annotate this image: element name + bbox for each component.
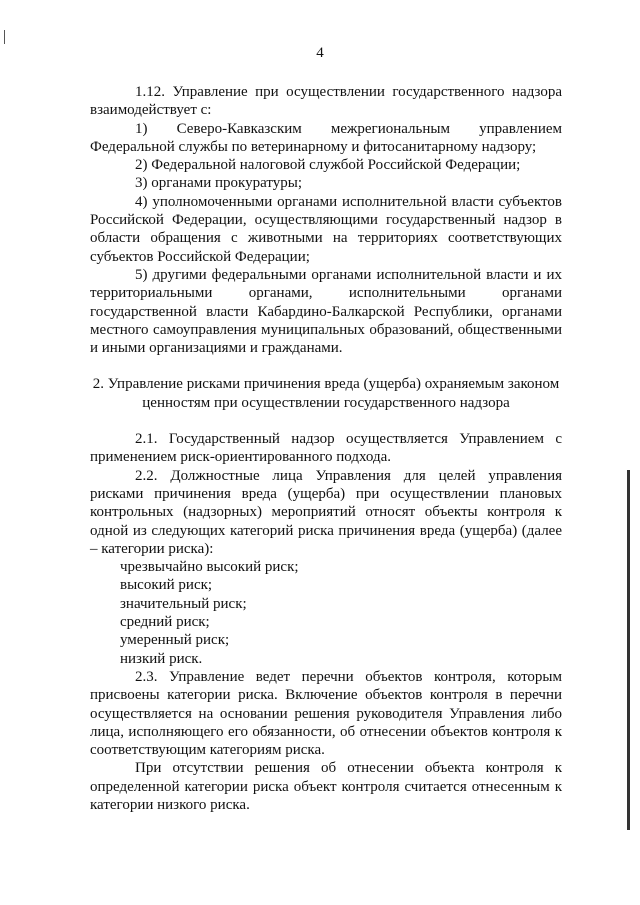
risk-category-item: значительный риск; [120,595,247,612]
paragraph-2-1: 2.1. Государственный надзор осуществляется Управлением с применением риск-ориентированного подхода. [90,431,562,466]
section-2-heading: 2. Управление рисками причинения вреда (ущерба) охраняемым законом ценностям при осуществлении государственного надзора [92,376,560,411]
risk-category-item: высокий риск; [120,577,213,594]
paragraph-1-12-item-2: 2) Федеральной налоговой службой Российской Федерации; [135,157,521,174]
risk-category-item: средний риск; [120,614,210,631]
scan-artifact-right [627,470,630,830]
paragraph-2-3-continued: При отсутствии решения об отнесении объекта контроля к определенной категории риска объект контроля считается отнесенным к категории низкого риска. [90,760,562,813]
spacer [90,412,562,430]
paragraph-2-2: 2.2. Должностные лица Управления для целей управления рисками причинения вреда (ущерба) при осуществлении плановых контрольных (надзорных) мероприятий относят объекты контроля к одной из следующих категорий риска причинения вреда (ущерба) (далее – категории риска): [90,467,562,557]
paragraph-2-3: 2.3. Управление ведет перечни объектов контроля, которым присвоены категории риска. Включение объектов контроля в перечни осуществляется на основании решения руководителя Управления либо лица, исполняющего его обязанности, об отнесении объектов контроля к соответствующим категориям риска. [90,668,562,759]
risk-category-item: низкий риск. [120,650,203,667]
paragraph-1-12-intro: 1.12. Управление при осуществлении государственного надзора взаимодействует с: [90,84,562,119]
spacer [90,357,562,375]
risk-category-item: чрезвычайно высокий риск; [120,559,299,576]
risk-category-item: умеренный риск; [120,632,230,649]
paragraph-1-12-item-4: 4) уполномоченными органами исполнительной власти субъектов Российской Федерации, осуществляющими государственный надзор в области обращения с животными на территориях соответствующих субъектов Российской Федерации; [90,193,562,265]
document-body [90,83,562,814]
page-number: 4 [316,45,324,61]
paragraph-1-12-item-5: 5) другими федеральными органами исполнительной власти и их территориальными органами, исполнительными органами государственной власти Кабардино-Балкарской Республики, органами местного самоуправления муниципальных образований, общественными и иными организациями и гражданами. [90,266,562,357]
paragraph-1-12-item-1: 1) Северо-Кавказским межрегиональным управлением Федеральной службы по ветеринарному и фитосанитарному надзору; [90,120,562,155]
scan-artifact-left [4,30,5,44]
paragraph-1-12-item-3: 3) органами прокуратуры; [135,175,302,192]
